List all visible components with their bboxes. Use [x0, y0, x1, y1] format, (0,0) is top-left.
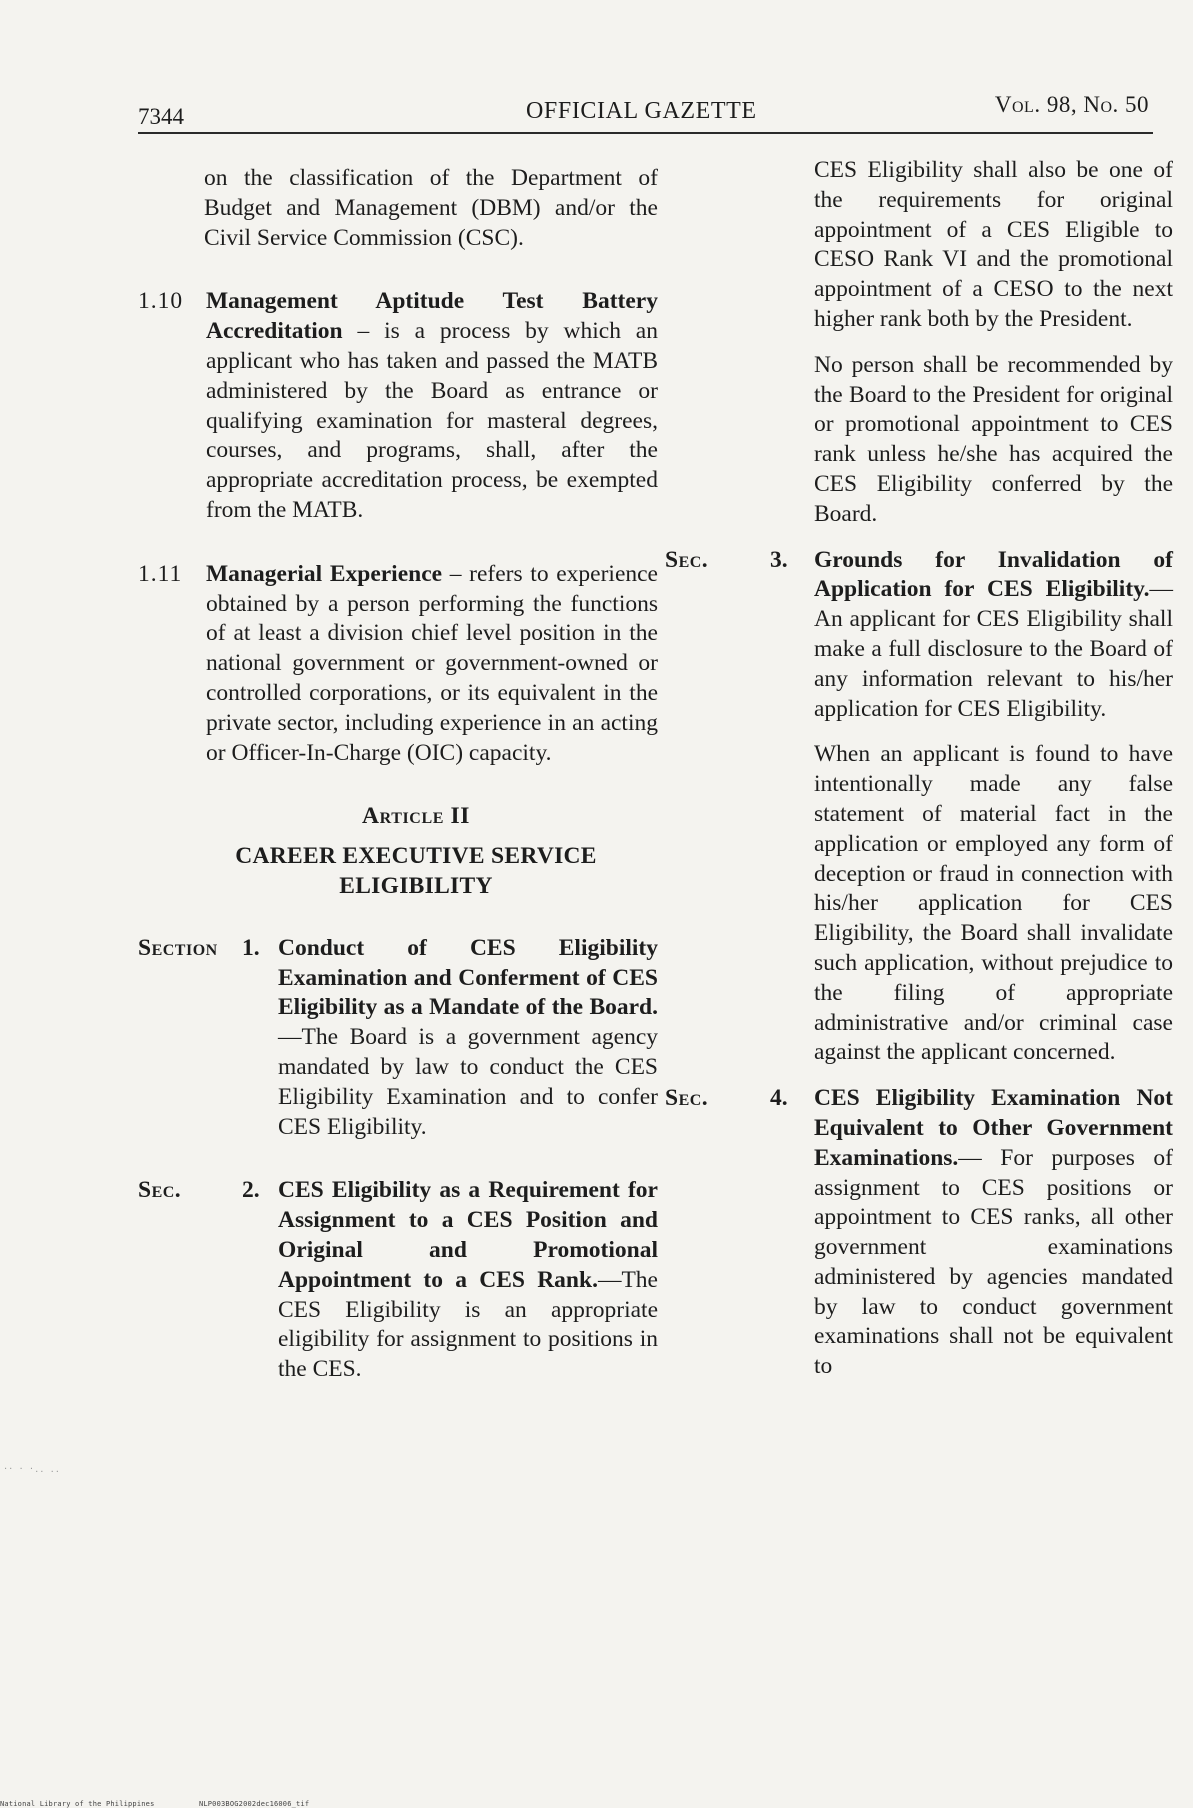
section-text: — For purposes of assignment to CES positions or appointment to CES ranks, all other government examinations administered by agencies mandated by law to conduct government examinations shall not be equivalent to [814, 1144, 1173, 1380]
footer-library: National Library of the Philippines [0, 1800, 155, 1808]
section-block [665, 1084, 1173, 1382]
section-text: —The CES Eligibility is an appropriate eligibility for assignment to positions in the CES. [278, 1266, 658, 1383]
item-body [206, 287, 658, 525]
section-label: Sec. [665, 1085, 709, 1112]
section-body [278, 1176, 658, 1385]
article-title: CAREER EXECUTIVE SERVICE ELIGIBILITY [235, 843, 597, 899]
section-body [814, 1084, 1173, 1382]
section-block [665, 546, 1173, 725]
publication-title: OFFICIAL GAZETTE [526, 98, 757, 124]
scan-speckle: ·· · ·.. .. [4, 1464, 61, 1475]
section-text: —An applicant for CES Eligibility shall make a full disclosure to the Board of any information relevant to his/her application for CES Eligibility. [814, 576, 1173, 722]
item-term: Managerial Experience [206, 560, 443, 587]
section-block [138, 934, 658, 1143]
section-number: 3. [770, 546, 788, 573]
section-body [814, 546, 1173, 725]
item-number: 1.11 [138, 560, 183, 587]
section-label: Sec. [138, 1177, 182, 1204]
item-term: Management Aptitude Test Battery Accreditation [206, 288, 658, 345]
scan-footer [0, 1800, 349, 1808]
footer-file-id: NLP003BOG2002dec16006_tif [198, 1800, 310, 1808]
section-number: 2. [242, 1177, 260, 1204]
section-label: Sec. [665, 546, 709, 573]
item-definition: – is a process by which an applicant who has taken and passed the MATB administered by the Board as entrance or qualifying examination for masteral degrees, courses, and programs, shall, after the appropriate accreditation process, be exempted from the MATB. [206, 318, 658, 523]
section-block [138, 1176, 658, 1385]
page-number: 7344 [138, 104, 184, 129]
section-heading: Grounds for Invalidation of Application for CES Eligibility. [814, 546, 1173, 603]
page-header [138, 92, 1153, 134]
continuation-paragraph: on the classification of the Department of Budget and Management (DBM) and/or the Civil Service Commission (CSC). [204, 165, 658, 251]
item-number: 1.10 [138, 288, 184, 315]
item-definition: – refers to experience obtained by a person performing the functions of at least a division chief level position in the national government or government-owned or controlled corporations, or its equivalent in the private sector, including experience in an acting or Officer-In-Charge (OIC) capacity. [206, 560, 658, 766]
definition-item [138, 560, 658, 769]
definition-item [138, 287, 658, 525]
section-label: Section [138, 934, 218, 961]
section-heading: CES Eligibility as a Requirement for Assignment to a CES Position and Original and Promotional Appointment to a CES Rank. [278, 1177, 658, 1293]
body-paragraph: When an applicant is found to have intentionally made any false statement of material fact in the application or employed any form of deception or fraud in connection with his/her application for CES Eligibility, the Board shall invalidate such application, without prejudice to the filing of appropriate administrative and/or criminal case against the applicant concerned. [814, 741, 1173, 1066]
left-column [138, 164, 658, 1419]
section-number: 1. [242, 934, 260, 961]
section-text: —The Board is a government agency mandated by law to conduct the CES Eligibility Examination and to confer CES Eligibility. [278, 1024, 658, 1140]
item-body [206, 560, 658, 769]
section-number: 4. [770, 1085, 788, 1112]
body-paragraph: No person shall be recommended by the Board to the President for original or promotional appointment to CES rank unless he/she has acquired the CES Eligibility conferred by the Board. [814, 351, 1173, 527]
section-heading: Conduct of CES Eligibility Examination and Conferment of CES Eligibility as a Mandate of the Board. [278, 934, 658, 1021]
right-column [665, 156, 1173, 1416]
section-heading: CES Eligibility Examination Not Equivalent to Other Government Examinations. [814, 1085, 1173, 1171]
article-label: Article II [362, 803, 470, 830]
continuation-paragraph: CES Eligibility shall also be one of the requirements for original appointment of a CES Eligible to CESO Rank VI and the promotional appointment of a CESO to the next higher rank both by the President. [814, 157, 1173, 332]
section-body [278, 934, 658, 1143]
volume-number: Vol. 98, No. 50 [994, 92, 1149, 117]
